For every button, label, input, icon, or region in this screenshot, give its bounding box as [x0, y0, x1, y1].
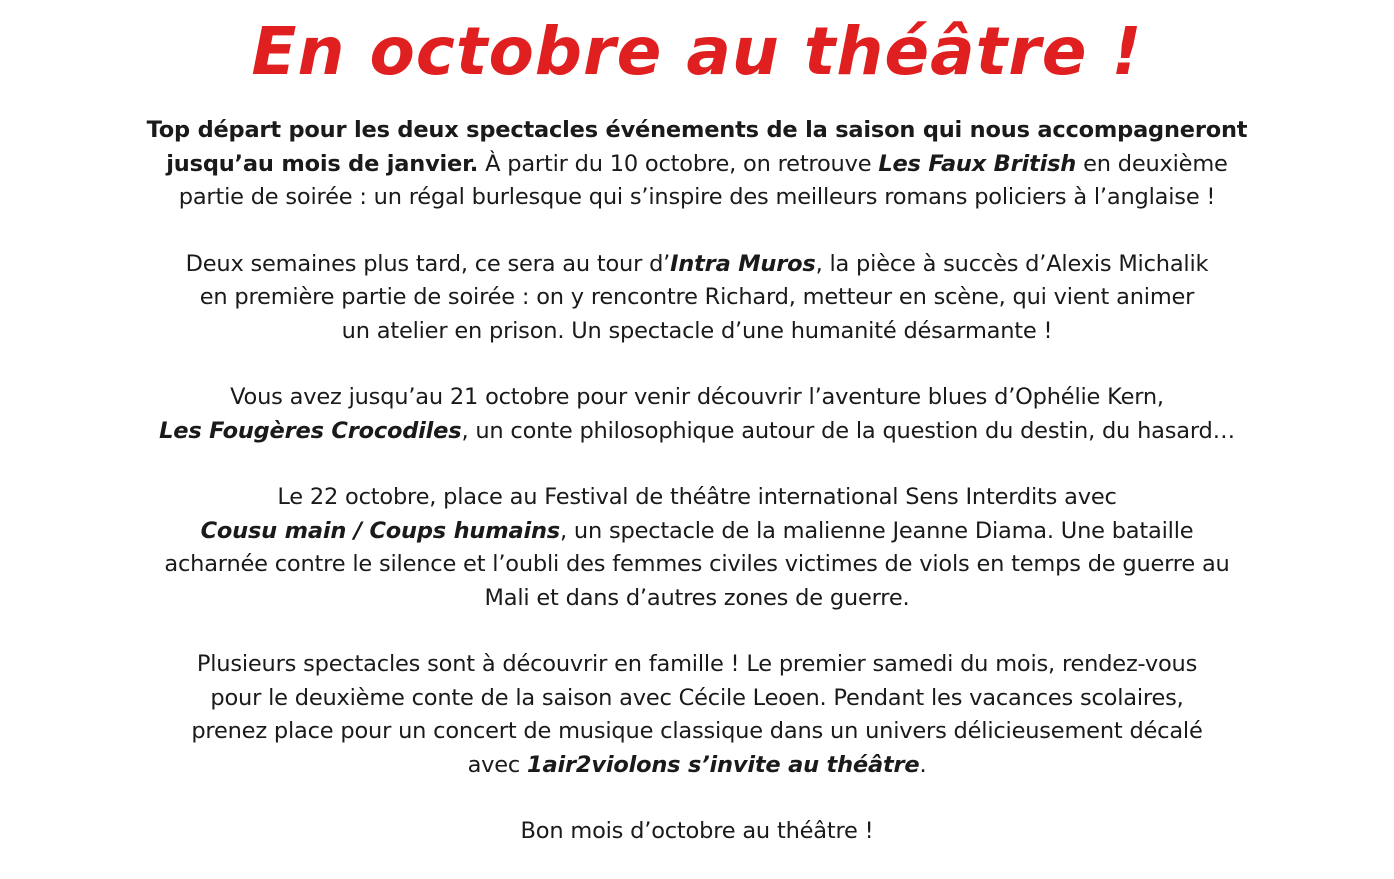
text-segment: en deuxième	[1076, 150, 1228, 177]
text-segment: , un spectacle de la malienne Jeanne Diama. Une bataille	[559, 517, 1194, 544]
text-segment: partie de soirée : un régal burlesque qui s’inspire des meilleurs romans policiers à l’anglaise !	[178, 184, 1216, 210]
text-segment: jusqu’au mois de janvier.	[166, 150, 479, 177]
text-segment: Mali et dans d’autres zones de guerre.	[484, 584, 910, 611]
show-title: Intra Muros	[670, 250, 816, 277]
text-segment: Plusieurs spectacles sont à découvrir en famille ! Le premier samedi du mois, rendez-vous	[196, 651, 1198, 677]
page-title: En octobre au théâtre !	[251, 13, 1143, 90]
text-segment: Vous avez jusqu’au 21 octobre pour venir découvrir l’aventure blues d’Ophélie Kern,	[230, 384, 1164, 410]
text-segment: acharnée contre le silence et l’oubli des femmes civiles victimes de viols en temps de guerre au	[164, 551, 1230, 577]
paragraph-5	[0, 648, 1394, 782]
text-segment: Top départ pour les deux spectacles événements de la saison qui nous accompagneront	[146, 117, 1248, 143]
text-segment: un atelier en prison. Un spectacle d’une humanité désarmante !	[341, 317, 1053, 344]
show-title: Cousu main / Coups humains	[200, 517, 560, 544]
paragraph-2	[0, 248, 1394, 349]
text-segment: pour le deuxième conte de la saison avec Cécile Leoen. Pendant les vacances scolaires,	[210, 684, 1184, 711]
text-segment: en première partie de soirée : on y rencontre Richard, metteur en scène, qui vient animer	[199, 284, 1195, 310]
article-body	[0, 114, 1394, 849]
text-segment: Bon mois d’octobre au théâtre !	[520, 818, 874, 844]
text-segment: prenez place pour un concert de musique classique dans un univers délicieusement décalé	[191, 718, 1203, 744]
text-segment: À partir du 10 octobre, on retrouve	[478, 150, 879, 177]
show-title: 1air2violons s’invite au théâtre	[527, 751, 920, 778]
show-title: Les Faux British	[878, 150, 1077, 177]
paragraph-3	[0, 381, 1394, 448]
text-segment: , un conte philosophique autour de la question du destin, du hasard…	[461, 417, 1235, 444]
text-segment: , la pièce à succès d’Alexis Michalik	[815, 250, 1209, 277]
paragraph-6	[0, 815, 1394, 849]
text-segment: Le 22 octobre, place au Festival de théâtre international Sens Interdits avec	[277, 484, 1117, 510]
show-title: Les Fougères Crocodiles	[159, 417, 462, 444]
text-segment: Deux semaines plus tard, ce sera au tour d’	[185, 250, 671, 277]
text-segment: .	[919, 751, 927, 778]
paragraph-1	[0, 114, 1394, 215]
text-segment: avec	[467, 751, 528, 778]
paragraph-4	[0, 481, 1394, 615]
